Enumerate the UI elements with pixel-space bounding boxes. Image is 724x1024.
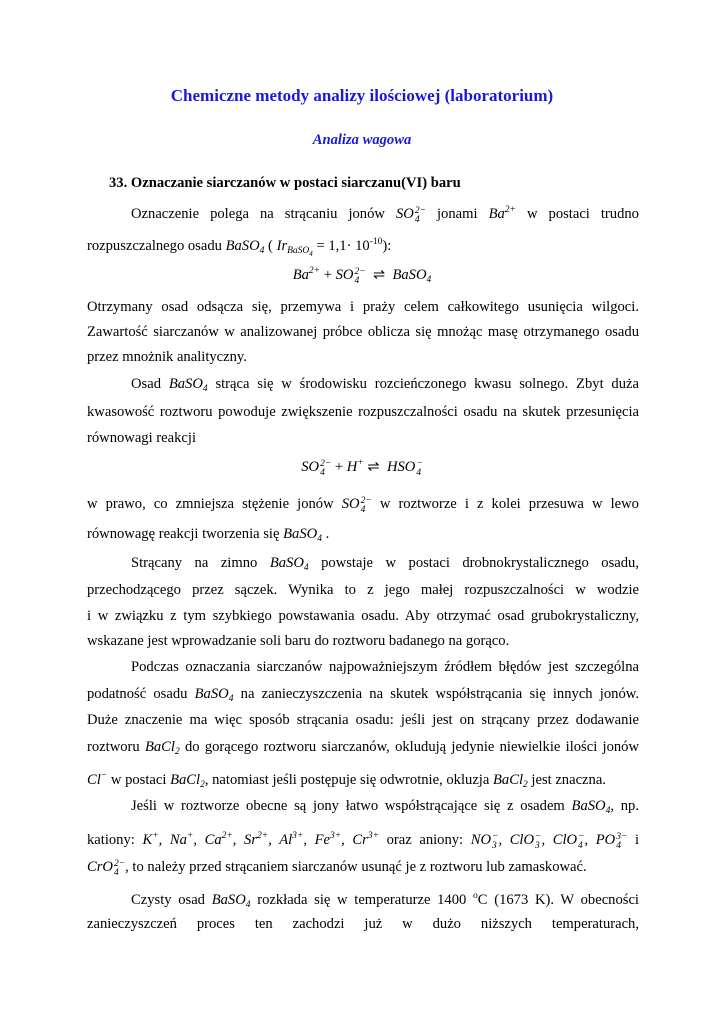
paragraph-8-line-2: zanieczyszczeń proces ten zachodzi już w dużo niższych temperaturach, — [87, 916, 639, 932]
formula-baso4: BaSO$_4$ — [168, 376, 208, 394]
paragraph-2-line-1: Otrzymany osad odsącza się, przemywa i praży celem całkowitego usunięcia wilgoci. — [87, 299, 639, 315]
formula-baso4: BaSO$_4$ — [225, 238, 265, 256]
equation-hydrogen-sulfate: SO 2− 4 + H+ ⇌ HSO − 4 — [301, 458, 423, 478]
paragraph-8-line-1: Czysty osad BaSO$_4$ rozkłada się w temperaturze 1400 $^o$C (1673 K). W obecności — [131, 891, 639, 910]
paragraph-6-line-4: roztworu BaCl$_2$ do gorącego roztworu siarczanów, okludują jedynie niewielkie ilości jonów — [87, 739, 639, 757]
paragraph-1-line-2: rozpuszczalnego osadu BaSO$_4$ ( $Ir_{BaSO_4} = 1,1\cdot 10^{-10}$): — [87, 237, 392, 258]
formula-baso4: BaSO$_4$ — [283, 526, 322, 544]
paragraph-5-line-4: wskazane jest wprowadzanie soli baru do roztworu badanego na gorąco. — [87, 633, 510, 649]
formula-baso4: BaSO$_4$ — [571, 798, 611, 816]
paragraph-1-line-1: Oznaczenie polega na strącaniu jonów SO 2− 4 jonami $Ba^{2+}$ w postaci trudno — [131, 205, 639, 225]
paragraph-3-line-1: Osad BaSO$_4$ strąca się w środowisku rozcieńczonego kwasu solnego. Zbyt duża — [131, 376, 639, 394]
paragraph-2-line-3: przez mnożnik analityczny. — [87, 349, 247, 365]
formula-bacl2: BaCl$_2$ — [493, 772, 528, 790]
paragraph-3-line-3: równowagi reakcji — [87, 430, 197, 446]
paragraph-5-line-1: Strącany na zimno BaSO$_4$ powstaje w postaci drobnokrystalicznego osadu, — [131, 555, 639, 573]
paragraph-7-line-2: kationy: K+, Na+, $Ca^{2+}$, $Sr^{2+}$, $Al^{3+}$, $Fe^{3+}$, $Cr^{3+}$ oraz aniony: NO − 3 , ClO − 3 , ClO − 4 , PO 3− 4 i — [87, 831, 640, 851]
formula-baso4: BaSO$_4$ — [194, 686, 234, 704]
formula-chloride-ion: Cl− — [87, 771, 108, 788]
paragraph-4-line-1: w prawo, co zmniejsza stężenie jonów SO 2− 4 w roztworze i z kolei przesuwa w lewo — [87, 496, 639, 515]
formula-sulfate-ion: SO 2− 4 — [395, 206, 426, 225]
formula-cation-list: K+, Na+, $Ca^{2+}$, $Sr^{2+}$, $Al^{3+}$, $Fe^{3+}$, $Cr^{3+}$ — [142, 831, 380, 848]
page-subtitle: Analiza wagowa — [312, 132, 412, 148]
section-heading: 33. Oznaczanie siarczanów w postaci siarczanu(VI) baru — [109, 175, 461, 191]
formula-sulfate-ion: SO 2− 4 — [341, 496, 372, 515]
paragraph-6-line-2: podatność osadu BaSO$_4$ na zanieczyszczenia na skutek współstrącania się innych jonów. — [87, 686, 639, 704]
paragraph-6-line-3: Duże znaczenie ma więc sposób strącania osadu: jeśli jest on strącany przez dodawanie — [87, 712, 639, 728]
paragraph-6-line-5: Cl− w postaci BaCl$_2$, natomiast jeśli postępuje się odwrotnie, okluzja BaCl$_2$ jest znaczna. — [87, 771, 606, 790]
formula-chromate-ion: CrO 2− 4 — [87, 859, 126, 878]
formula-anion-list: NO − 3 , ClO − 3 , ClO − 4 , PO 3− 4 — [470, 832, 628, 851]
equation-precipitation: $Ba^{2+}$ + SO 2− 4 ⇌ BaSO$_4$ — [292, 266, 432, 286]
paragraph-7-line-3: CrO 2− 4 , to należy przed strącaniem siarczanów usunąć je z roztworu lub zamaskować. — [87, 859, 587, 878]
paragraph-5-line-3: i w związku z tym szybkiego powstawania osadu. Aby otrzymać osad grubokrystaliczny, — [87, 608, 639, 624]
paragraph-6-line-1: Podczas oznaczania siarczanów najpoważniejszym źródłem błędów jest szczególna — [131, 659, 639, 675]
formula-baso4: BaSO$_4$ — [211, 892, 251, 910]
formula-bacl2: BaCl$_2$ — [170, 772, 205, 790]
formula-bacl2: BaCl$_2$ — [144, 739, 180, 757]
page-title: Chemiczne metody analizy ilościowej (laboratorium) — [170, 86, 554, 105]
formula-solubility-product: $Ir_{BaSO_4}$ — [276, 238, 313, 258]
paragraph-5-line-2: przechodzącego przez sączek. Wynika to z jego małej rozpuszczalności w wodzie — [87, 582, 639, 598]
paragraph-4-line-2: równowagę reakcji tworzenia się BaSO$_4$ . — [87, 526, 330, 544]
paragraph-2-line-2: Zawartość siarczanów w analizowanej próbce oblicza się mnożąc masę otrzymanego osadu — [87, 324, 639, 340]
formula-baso4: BaSO$_4$ — [269, 555, 309, 573]
formula-barium-ion: $Ba^{2+}$ — [488, 205, 516, 222]
paragraph-7-line-1: Jeśli w roztworze obecne są jony łatwo współstrącające się z osadem BaSO$_4$, np. — [131, 798, 639, 816]
paragraph-3-line-2: kwasowość roztworu powoduje zwiększenie rozpuszczalności osadu na skutek przesunięcia — [87, 404, 639, 420]
